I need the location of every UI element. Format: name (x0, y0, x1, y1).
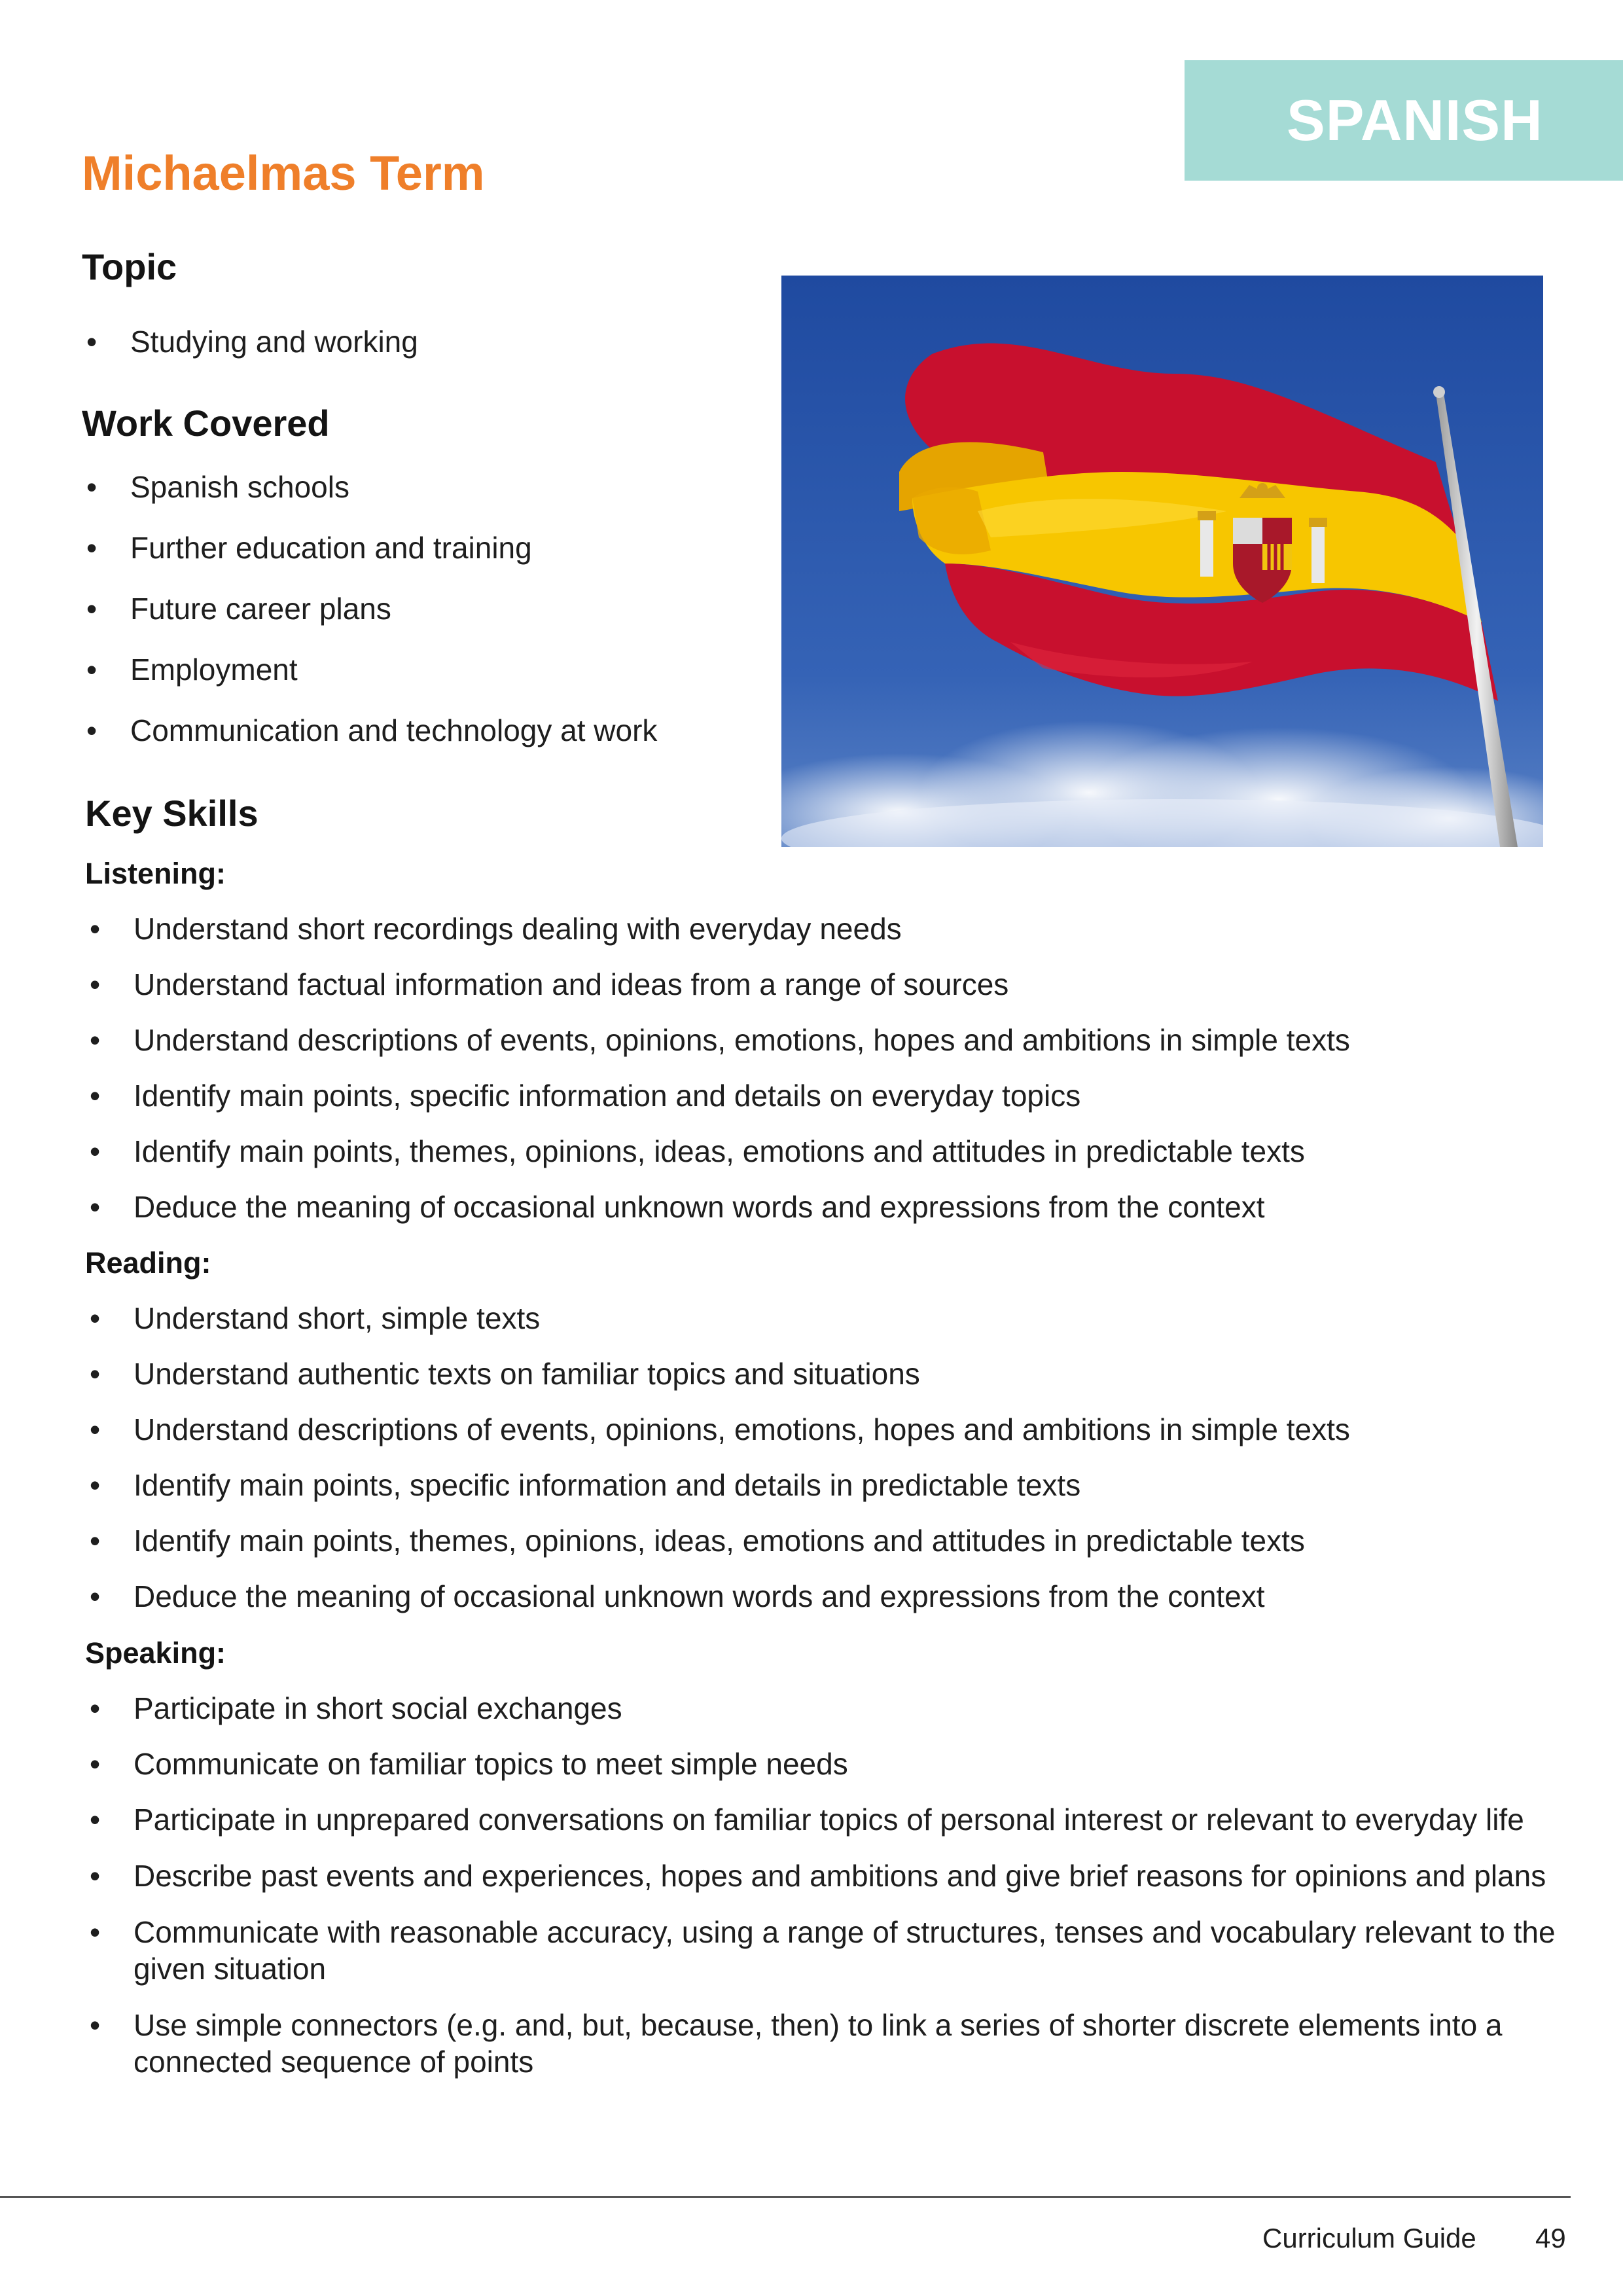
list-item: • Understand descriptions of events, opinions, emotions, hopes and ambitions in simple texts (85, 1022, 1590, 1058)
bullet-icon: • (86, 653, 98, 687)
page-number: 49 (1535, 2223, 1566, 2253)
bullet-icon: • (89, 1412, 101, 1446)
reading-label: Reading: (85, 1246, 211, 1280)
bullet-icon: • (89, 1747, 101, 1781)
bullet-icon: • (86, 531, 98, 565)
work-covered-list (82, 469, 776, 773)
list-item: • Understand authentic texts on familiar topics and situations (85, 1355, 1590, 1392)
bullet-icon: • (86, 325, 98, 359)
list-item: • Communicate with reasonable accuracy, using a range of structures, tenses and vocabulary relevant to the given situation (85, 1914, 1590, 1987)
speaking-label: Speaking: (85, 1636, 226, 1670)
list-item: • Deduce the meaning of occasional unknown words and expressions from the context (85, 1189, 1590, 1225)
subject-tab: SPANISH (1185, 60, 1623, 181)
list-item: • Identify main points, specific information and details in predictable texts (85, 1467, 1590, 1503)
bullet-icon: • (89, 1301, 101, 1335)
list-item: • Understand short recordings dealing with everyday needs (85, 910, 1590, 947)
bullet-icon: • (89, 1134, 101, 1168)
list-item: • Communication and technology at work (82, 712, 776, 773)
bullet-icon: • (89, 1691, 101, 1725)
list-item: • Future career plans (82, 590, 776, 651)
bullet-icon: • (89, 1468, 101, 1502)
list-item: • Communicate on familiar topics to meet simple needs (85, 1746, 1590, 1782)
bullet-icon: • (89, 1579, 101, 1613)
list-item: • Participate in unprepared conversations on familiar topics of personal interest or relevant to everyday life (85, 1801, 1590, 1838)
reading-list (85, 1300, 1590, 1634)
footer-label: Curriculum Guide (1262, 2223, 1476, 2253)
list-item: • Studying and working (82, 323, 736, 360)
bullet-icon: • (89, 1859, 101, 1893)
topic-list (82, 323, 736, 360)
list-item: • Identify main points, themes, opinions, ideas, emotions and attitudes in predictable texts (85, 1133, 1590, 1170)
bullet-icon: • (89, 1079, 101, 1113)
bullet-icon: • (89, 1803, 101, 1837)
list-item: • Describe past events and experiences, hopes and ambitions and give brief reasons for opinions and plans (85, 1857, 1590, 1894)
bullet-icon: • (89, 967, 101, 1001)
list-item: • Understand short, simple texts (85, 1300, 1590, 1336)
term-title: Michaelmas Term (82, 146, 485, 200)
list-item: • Identify main points, specific information and details on everyday topics (85, 1077, 1590, 1114)
footer-divider (0, 2196, 1571, 2198)
bullet-icon: • (89, 912, 101, 946)
list-item: • Employment (82, 651, 776, 712)
listening-label: Listening: (85, 857, 226, 890)
bullet-icon: • (89, 1357, 101, 1391)
work-covered-heading: Work Covered (82, 403, 330, 444)
bullet-icon: • (86, 713, 98, 747)
spanish-flag-illustration (781, 276, 1543, 847)
bullet-icon: • (89, 1023, 101, 1057)
topic-heading: Topic (82, 246, 177, 287)
bullet-icon: • (89, 2008, 101, 2042)
list-item: • Further education and training (82, 529, 776, 590)
bullet-icon: • (86, 592, 98, 626)
speaking-list (85, 1690, 1590, 2100)
list-item: • Understand factual information and ideas from a range of sources (85, 966, 1590, 1003)
bullet-icon: • (89, 1524, 101, 1558)
bullet-icon: • (89, 1915, 101, 1949)
listening-list (85, 910, 1590, 1244)
bullet-icon: • (89, 1190, 101, 1224)
list-item: • Spanish schools (82, 469, 776, 529)
list-item: • Participate in short social exchanges (85, 1690, 1590, 1727)
list-item: • Use simple connectors (e.g. and, but, because, then) to link a series of shorter discrete elements into a connected sequence of points (85, 2007, 1590, 2080)
bullet-icon: • (86, 470, 98, 504)
list-item: • Identify main points, themes, opinions, ideas, emotions and attitudes in predictable texts (85, 1522, 1590, 1559)
spanish-flag-photo (781, 276, 1543, 847)
key-skills-heading: Key Skills (85, 793, 259, 834)
list-item: • Deduce the meaning of occasional unknown words and expressions from the context (85, 1578, 1590, 1615)
list-item: • Understand descriptions of events, opinions, emotions, hopes and ambitions in simple texts (85, 1411, 1590, 1448)
